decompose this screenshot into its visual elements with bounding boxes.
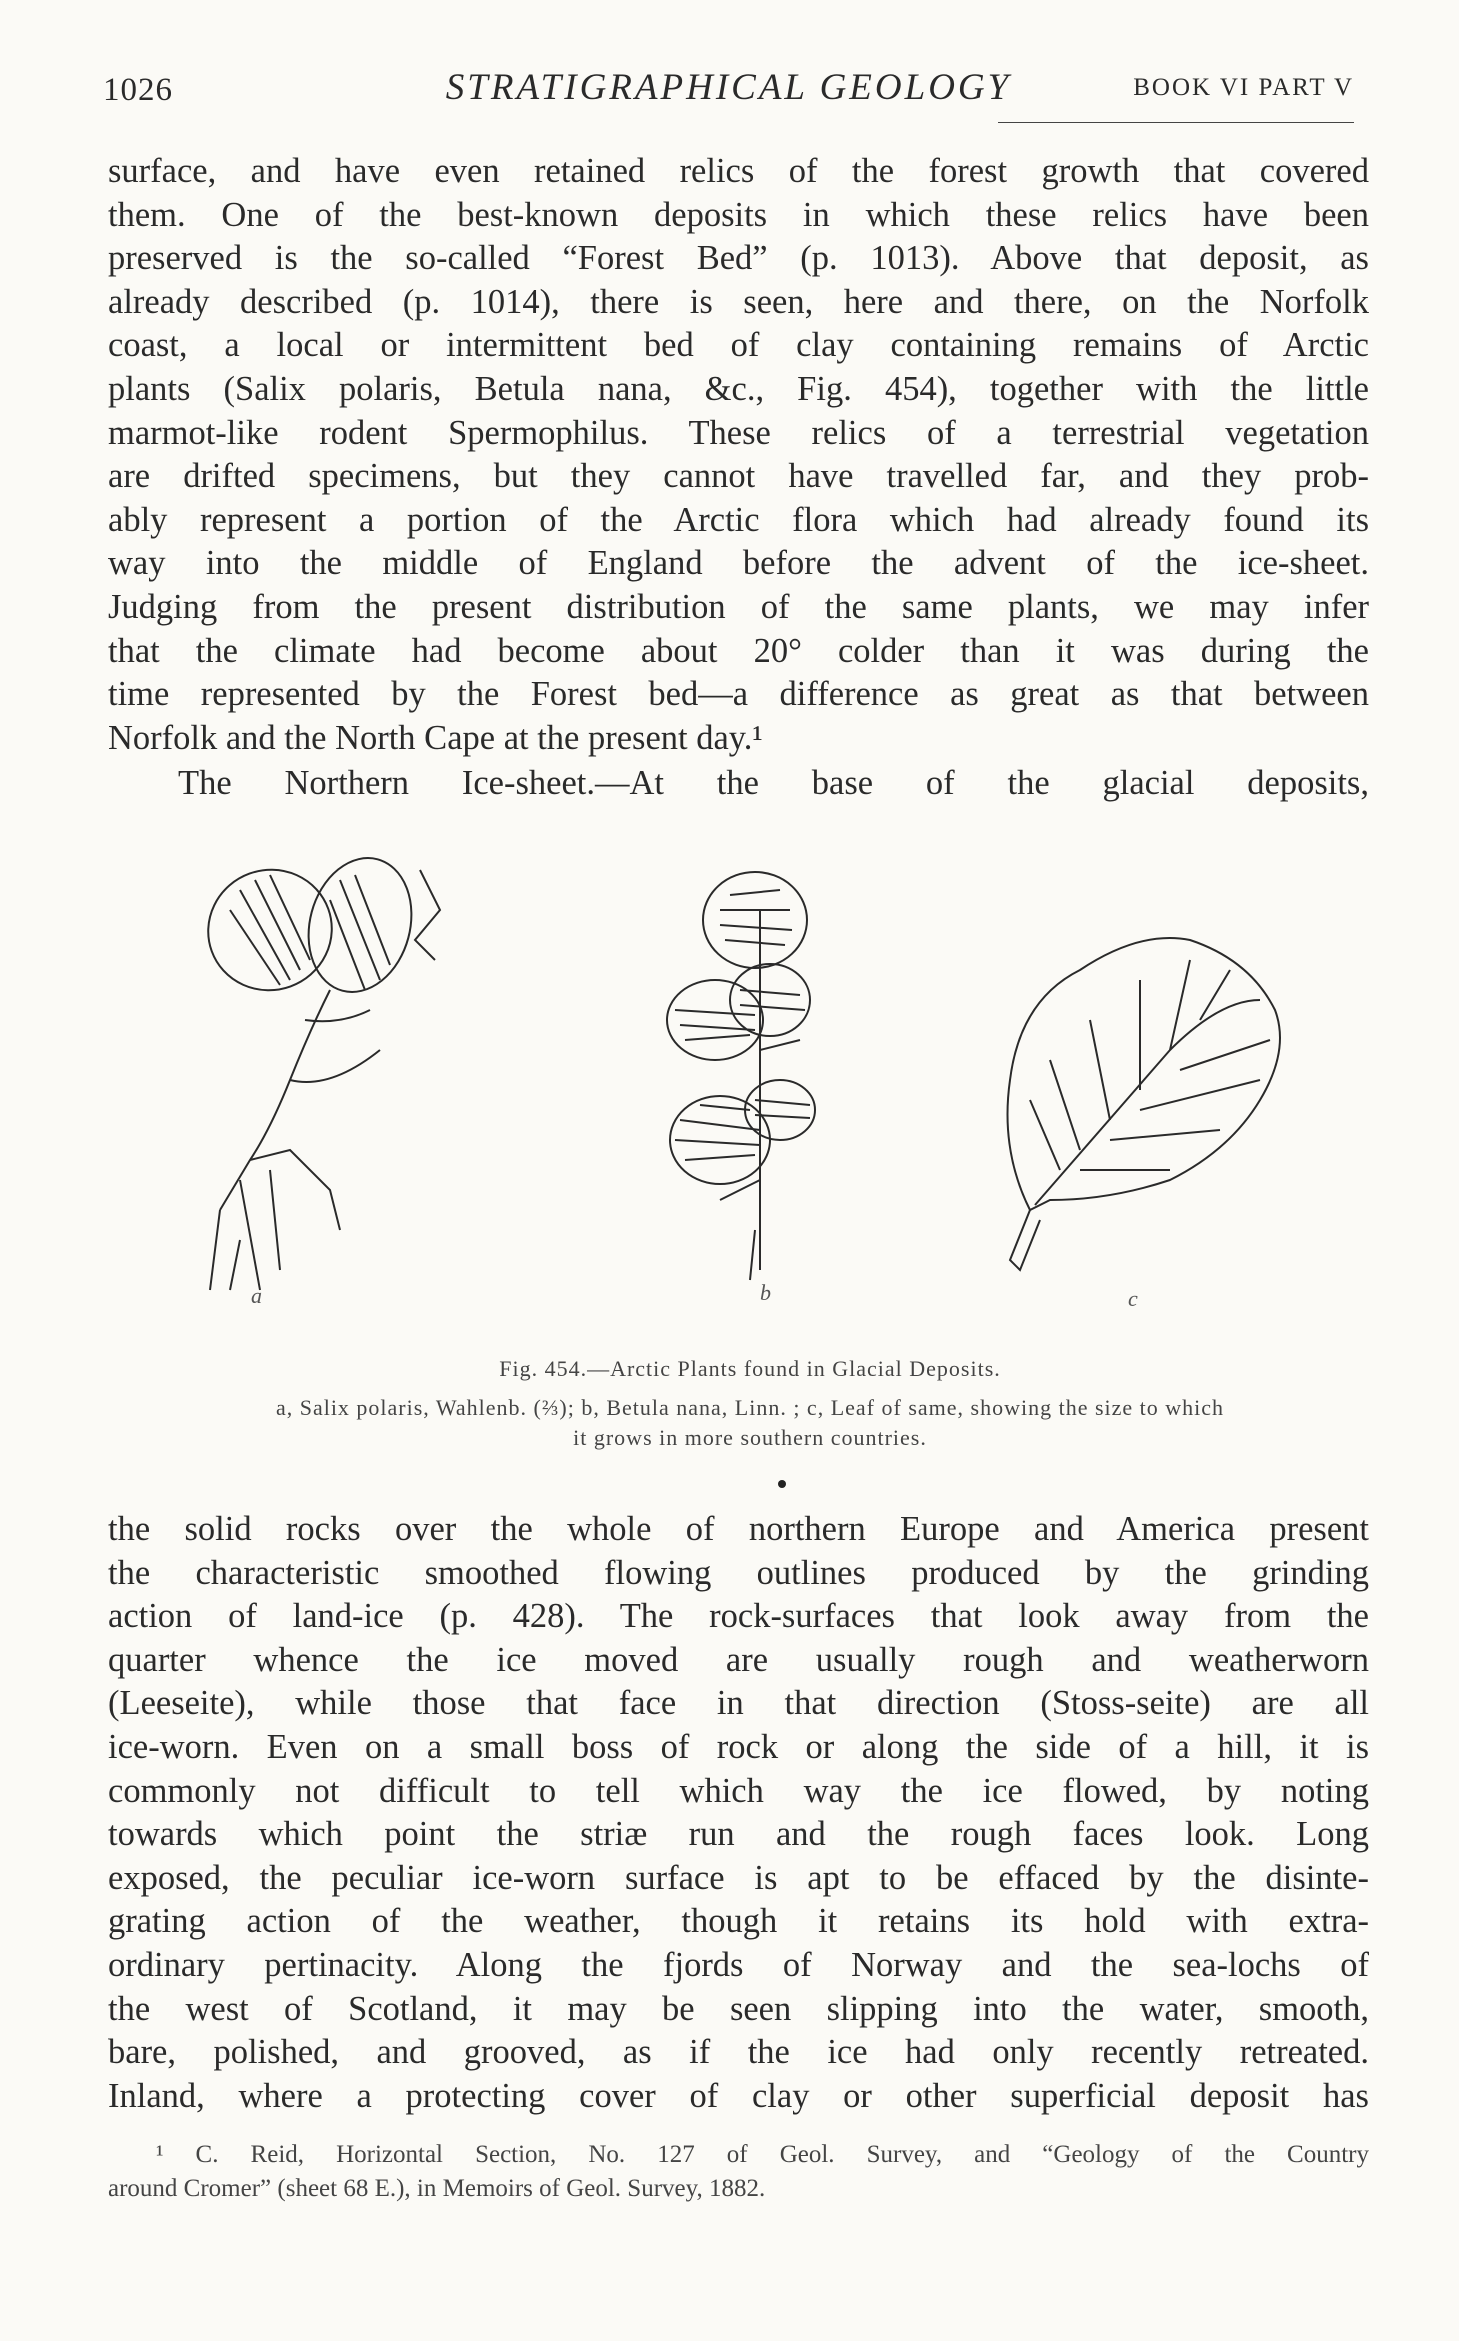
text-line: the characteristic smoothed flowing outlines produced by the grinding bbox=[108, 1553, 1369, 1592]
plant-illustrations bbox=[180, 850, 1350, 1320]
text-line: coast, a local or intermittent bed of clay containing remains of Arctic bbox=[108, 326, 1369, 365]
text-line: the west of Scotland, it may be seen slipping into the water, smooth, bbox=[108, 1989, 1369, 2028]
text-line: them. One of the best-known deposits in which these relics have been bbox=[108, 195, 1369, 234]
text-line: quarter whence the ice moved are usually rough and weatherworn bbox=[108, 1640, 1369, 1679]
text-line: towards which point the striæ run and the rough faces look. Long bbox=[108, 1815, 1369, 1854]
printer-mark bbox=[778, 1480, 786, 1488]
text-line: ably represent a portion of the Arctic flora which had already found its bbox=[108, 500, 1369, 539]
running-title: STRATIGRAPHICAL GEOLOGY bbox=[445, 67, 1012, 108]
text-line: exposed, the peculiar ice-worn surface is apt to be effaced by the disinte- bbox=[108, 1858, 1369, 1897]
text-line: that the climate had become about 20° colder than it was during the bbox=[108, 631, 1369, 670]
text-line: surface, and have even retained relics of the forest growth that covered bbox=[108, 152, 1369, 190]
text-line: (Leeseite), while those that face in that direction (Stoss-seite) are all bbox=[108, 1684, 1369, 1723]
text-line: The Northern Ice-sheet.—At the base of the glacial deposits, bbox=[178, 764, 1369, 802]
salix-polaris-drawing bbox=[191, 850, 440, 1290]
text-line: time represented by the Forest bed—a difference as great as that between bbox=[108, 675, 1369, 714]
text-line: the solid rocks over the whole of northern Europe and America present bbox=[108, 1510, 1369, 1548]
figure-caption-title: Fig. 454.—Arctic Plants found in Glacial Deposits. bbox=[499, 1356, 1001, 1381]
page-header bbox=[103, 62, 1354, 112]
page-number: 1026 bbox=[103, 72, 173, 108]
text-line: commonly not difficult to tell which way the ice flowed, by noting bbox=[108, 1771, 1369, 1810]
figure-454-arctic-plants bbox=[180, 850, 1350, 1320]
betula-nana-drawing bbox=[667, 872, 815, 1280]
footnote-line: ¹ C. Reid, Horizontal Section, No. 127 of Geol. Survey, and “Geology of the Country bbox=[156, 2141, 1369, 2168]
text-line: preserved is the so-called “Forest Bed” (p. 1013). Above that deposit, as bbox=[108, 239, 1369, 278]
text-line: action of land-ice (p. 428). The rock-surfaces that look away from the bbox=[108, 1597, 1369, 1636]
paragraph-forest-bed bbox=[108, 150, 1369, 760]
text-line: Inland, where a protecting cover of clay or other superficial deposit has bbox=[108, 2076, 1369, 2115]
text-line: ice-worn. Even on a small boss of rock or along the side of a hill, it is bbox=[108, 1727, 1369, 1766]
figure-caption-body bbox=[160, 1393, 1340, 1453]
text-line: are drifted specimens, but they cannot have travelled far, and they prob- bbox=[108, 457, 1369, 496]
caption-line: it grows in more southern countries. bbox=[573, 1425, 927, 1450]
paragraph-ice-worn-rocks bbox=[108, 1508, 1369, 2118]
text-line: Norfolk and the North Cape at the present day.¹ bbox=[108, 718, 763, 757]
text-line: Judging from the present distribution of the same plants, we may infer bbox=[108, 587, 1369, 626]
text-line: marmot-like rodent Spermophilus. These relics of a terrestrial vegetation bbox=[108, 413, 1369, 452]
text-line: ordinary pertinacity. Along the fjords of Norway and the sea-lochs of bbox=[108, 1945, 1369, 1984]
figure-letter-a: a bbox=[251, 1283, 262, 1308]
header-rule bbox=[998, 122, 1354, 123]
footnote-line: around Cromer” (sheet 68 E.), in Memoirs of Geol. Survey, 1882. bbox=[108, 2175, 766, 2202]
footnote bbox=[108, 2138, 1369, 2206]
text-line: grating action of the weather, though it retains its hold with extra- bbox=[108, 1902, 1369, 1941]
caption-line: a, Salix polaris, Wahlenb. (⅔); b, Betula nana, Linn. ; c, Leaf of same, showing the size to which bbox=[275, 1395, 1225, 1420]
figure-letter-c: c bbox=[1128, 1286, 1138, 1311]
figure-letter-b: b bbox=[760, 1280, 771, 1305]
book-part-label: BOOK VI PART V bbox=[1133, 74, 1354, 101]
text-line: already described (p. 1014), there is seen, here and there, on the Norfolk bbox=[108, 282, 1369, 321]
text-line: plants (Salix polaris, Betula nana, &c., Fig. 454), together with the little bbox=[108, 369, 1369, 408]
section-heading-northern-ice-sheet bbox=[108, 762, 1369, 806]
betula-leaf-drawing bbox=[1008, 938, 1281, 1270]
text-line: bare, polished, and grooved, as if the ice had only recently retreated. bbox=[108, 2033, 1369, 2072]
text-line: way into the middle of England before the advent of the ice-sheet. bbox=[108, 544, 1369, 583]
